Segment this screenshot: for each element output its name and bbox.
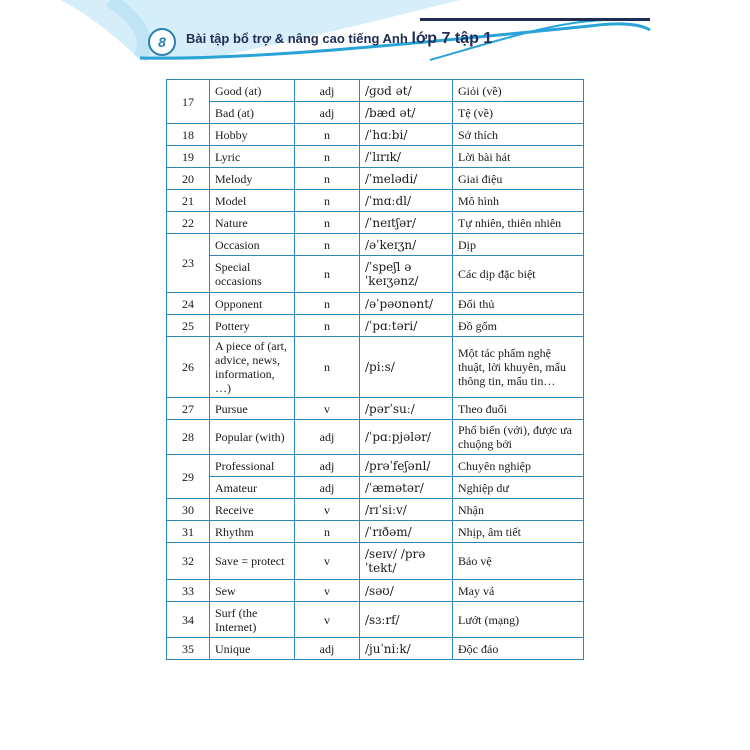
entry-number: 26 (167, 337, 210, 398)
pronunciation: /ˈmelədi/ (360, 168, 453, 190)
vocab-row (167, 212, 584, 234)
meaning: Phổ biến (với), được ưa chuộng bởi (453, 420, 584, 455)
vocab-word: Hobby (210, 124, 295, 146)
vocab-row (167, 499, 584, 521)
vocab-word: A piece of (art, advice, news, information, …) (210, 337, 295, 398)
vocab-row (167, 315, 584, 337)
vocab-word: Lyric (210, 146, 295, 168)
meaning: Nhận (453, 499, 584, 521)
vocab-word: Special occasions (210, 256, 295, 293)
part-of-speech: v (295, 543, 360, 580)
entry-number: 29 (167, 455, 210, 499)
part-of-speech: n (295, 234, 360, 256)
entry-number: 22 (167, 212, 210, 234)
entry-number: 32 (167, 543, 210, 580)
part-of-speech: v (295, 398, 360, 420)
vocab-row (167, 293, 584, 315)
part-of-speech: adj (295, 420, 360, 455)
vocab-row (167, 398, 584, 420)
vocab-row (167, 146, 584, 168)
entry-number: 18 (167, 124, 210, 146)
vocab-word: Opponent (210, 293, 295, 315)
vocab-row (167, 602, 584, 638)
meaning: Lướt (mạng) (453, 602, 584, 638)
meaning: May vá (453, 580, 584, 602)
pronunciation: /bæd ət/ (360, 102, 453, 124)
vocab-word: Sew (210, 580, 295, 602)
book-title (186, 30, 492, 48)
part-of-speech: v (295, 499, 360, 521)
pronunciation: /rɪˈsiːv/ (360, 499, 453, 521)
pronunciation: /pərˈsuː/ (360, 398, 453, 420)
vocab-row (167, 477, 584, 499)
part-of-speech: adj (295, 455, 360, 477)
pronunciation: /sɜːrf/ (360, 602, 453, 638)
vocab-word: Bad (at) (210, 102, 295, 124)
meaning: Độc đáo (453, 638, 584, 660)
pronunciation: /ˈlɪrɪk/ (360, 146, 453, 168)
vocab-word: Save = protect (210, 543, 295, 580)
part-of-speech: adj (295, 102, 360, 124)
pronunciation: /juˈniːk/ (360, 638, 453, 660)
vocab-word: Receive (210, 499, 295, 521)
entry-number: 28 (167, 420, 210, 455)
part-of-speech: n (295, 124, 360, 146)
vocab-row (167, 420, 584, 455)
meaning: Tự nhiên, thiên nhiên (453, 212, 584, 234)
meaning: Đồ gốm (453, 315, 584, 337)
meaning: Dịp (453, 234, 584, 256)
pronunciation: /əˈkeɪʒn/ (360, 234, 453, 256)
vocab-word: Good (at) (210, 80, 295, 102)
pronunciation: /ˈneɪtʃər/ (360, 212, 453, 234)
vocab-word: Unique (210, 638, 295, 660)
part-of-speech: n (295, 256, 360, 293)
entry-number: 23 (167, 234, 210, 293)
vocab-row (167, 168, 584, 190)
meaning: Giỏi (về) (453, 80, 584, 102)
vocab-row (167, 521, 584, 543)
pronunciation: /ɡʊd ət/ (360, 80, 453, 102)
entry-number: 30 (167, 499, 210, 521)
pronunciation: /ˈmɑːdl/ (360, 190, 453, 212)
part-of-speech: adj (295, 638, 360, 660)
entry-number: 24 (167, 293, 210, 315)
part-of-speech: n (295, 521, 360, 543)
meaning: Chuyên nghiệp (453, 455, 584, 477)
vocab-word: Professional (210, 455, 295, 477)
vocab-row (167, 124, 584, 146)
vocab-row (167, 80, 584, 102)
vocab-row (167, 455, 584, 477)
meaning: Nhịp, âm tiết (453, 521, 584, 543)
entry-number: 17 (167, 80, 210, 124)
entry-number: 20 (167, 168, 210, 190)
entry-number: 33 (167, 580, 210, 602)
vocab-word: Rhythm (210, 521, 295, 543)
part-of-speech: n (295, 315, 360, 337)
vocab-row (167, 256, 584, 293)
pronunciation: /piːs/ (360, 337, 453, 398)
vocab-word: Model (210, 190, 295, 212)
meaning: Nghiệp dư (453, 477, 584, 499)
pronunciation: /əˈpəʊnənt/ (360, 293, 453, 315)
pronunciation: /ˈpɑːpjələr/ (360, 420, 453, 455)
part-of-speech: n (295, 168, 360, 190)
part-of-speech: n (295, 146, 360, 168)
vocab-row (167, 580, 584, 602)
entry-number: 25 (167, 315, 210, 337)
pronunciation: /ˈæmətər/ (360, 477, 453, 499)
pronunciation: /ˈrɪðəm/ (360, 521, 453, 543)
vocab-word: Occasion (210, 234, 295, 256)
meaning: Mô hình (453, 190, 584, 212)
vocab-word: Nature (210, 212, 295, 234)
pronunciation: /ˈhɑːbi/ (360, 124, 453, 146)
part-of-speech: adj (295, 80, 360, 102)
entry-number: 31 (167, 521, 210, 543)
vocab-row (167, 543, 584, 580)
meaning: Sở thích (453, 124, 584, 146)
book-title-subtitle: lớp 7 tập 1 (411, 30, 493, 47)
meaning: Tệ (về) (453, 102, 584, 124)
vocab-word: Surf (the Internet) (210, 602, 295, 638)
entry-number: 35 (167, 638, 210, 660)
meaning: Lời bài hát (453, 146, 584, 168)
vocab-word: Melody (210, 168, 295, 190)
part-of-speech: v (295, 602, 360, 638)
pronunciation: /ˈspeʃl əˈkeɪʒənz/ (360, 256, 453, 293)
part-of-speech: n (295, 293, 360, 315)
page-number-badge: 8 (148, 28, 176, 56)
vocab-row (167, 102, 584, 124)
meaning: Giai điệu (453, 168, 584, 190)
entry-number: 34 (167, 602, 210, 638)
pronunciation: /ˈpɑːtəri/ (360, 315, 453, 337)
part-of-speech: n (295, 212, 360, 234)
part-of-speech: n (295, 190, 360, 212)
entry-number: 19 (167, 146, 210, 168)
meaning: Các dịp đặc biệt (453, 256, 584, 293)
vocab-row (167, 638, 584, 660)
meaning: Bảo vệ (453, 543, 584, 580)
vocab-word: Amateur (210, 477, 295, 499)
vocab-row (167, 234, 584, 256)
entry-number: 21 (167, 190, 210, 212)
pronunciation: /prəˈfeʃənl/ (360, 455, 453, 477)
meaning: Đối thủ (453, 293, 584, 315)
vocab-row (167, 337, 584, 398)
book-title-main: Bài tập bổ trợ & nâng cao tiếng Anh (186, 31, 408, 46)
entry-number: 27 (167, 398, 210, 420)
part-of-speech: v (295, 580, 360, 602)
pronunciation: /seɪv/ /prəˈtekt/ (360, 543, 453, 580)
meaning: Theo đuổi (453, 398, 584, 420)
vocab-word: Popular (with) (210, 420, 295, 455)
part-of-speech: n (295, 337, 360, 398)
meaning: Một tác phẩm nghệ thuật, lời khuyên, mẩu thông tin, mẩu tin… (453, 337, 584, 398)
vocab-row (167, 190, 584, 212)
vocab-word: Pottery (210, 315, 295, 337)
vocab-word: Pursue (210, 398, 295, 420)
pronunciation: /səʊ/ (360, 580, 453, 602)
part-of-speech: adj (295, 477, 360, 499)
vocabulary-table (166, 79, 584, 660)
